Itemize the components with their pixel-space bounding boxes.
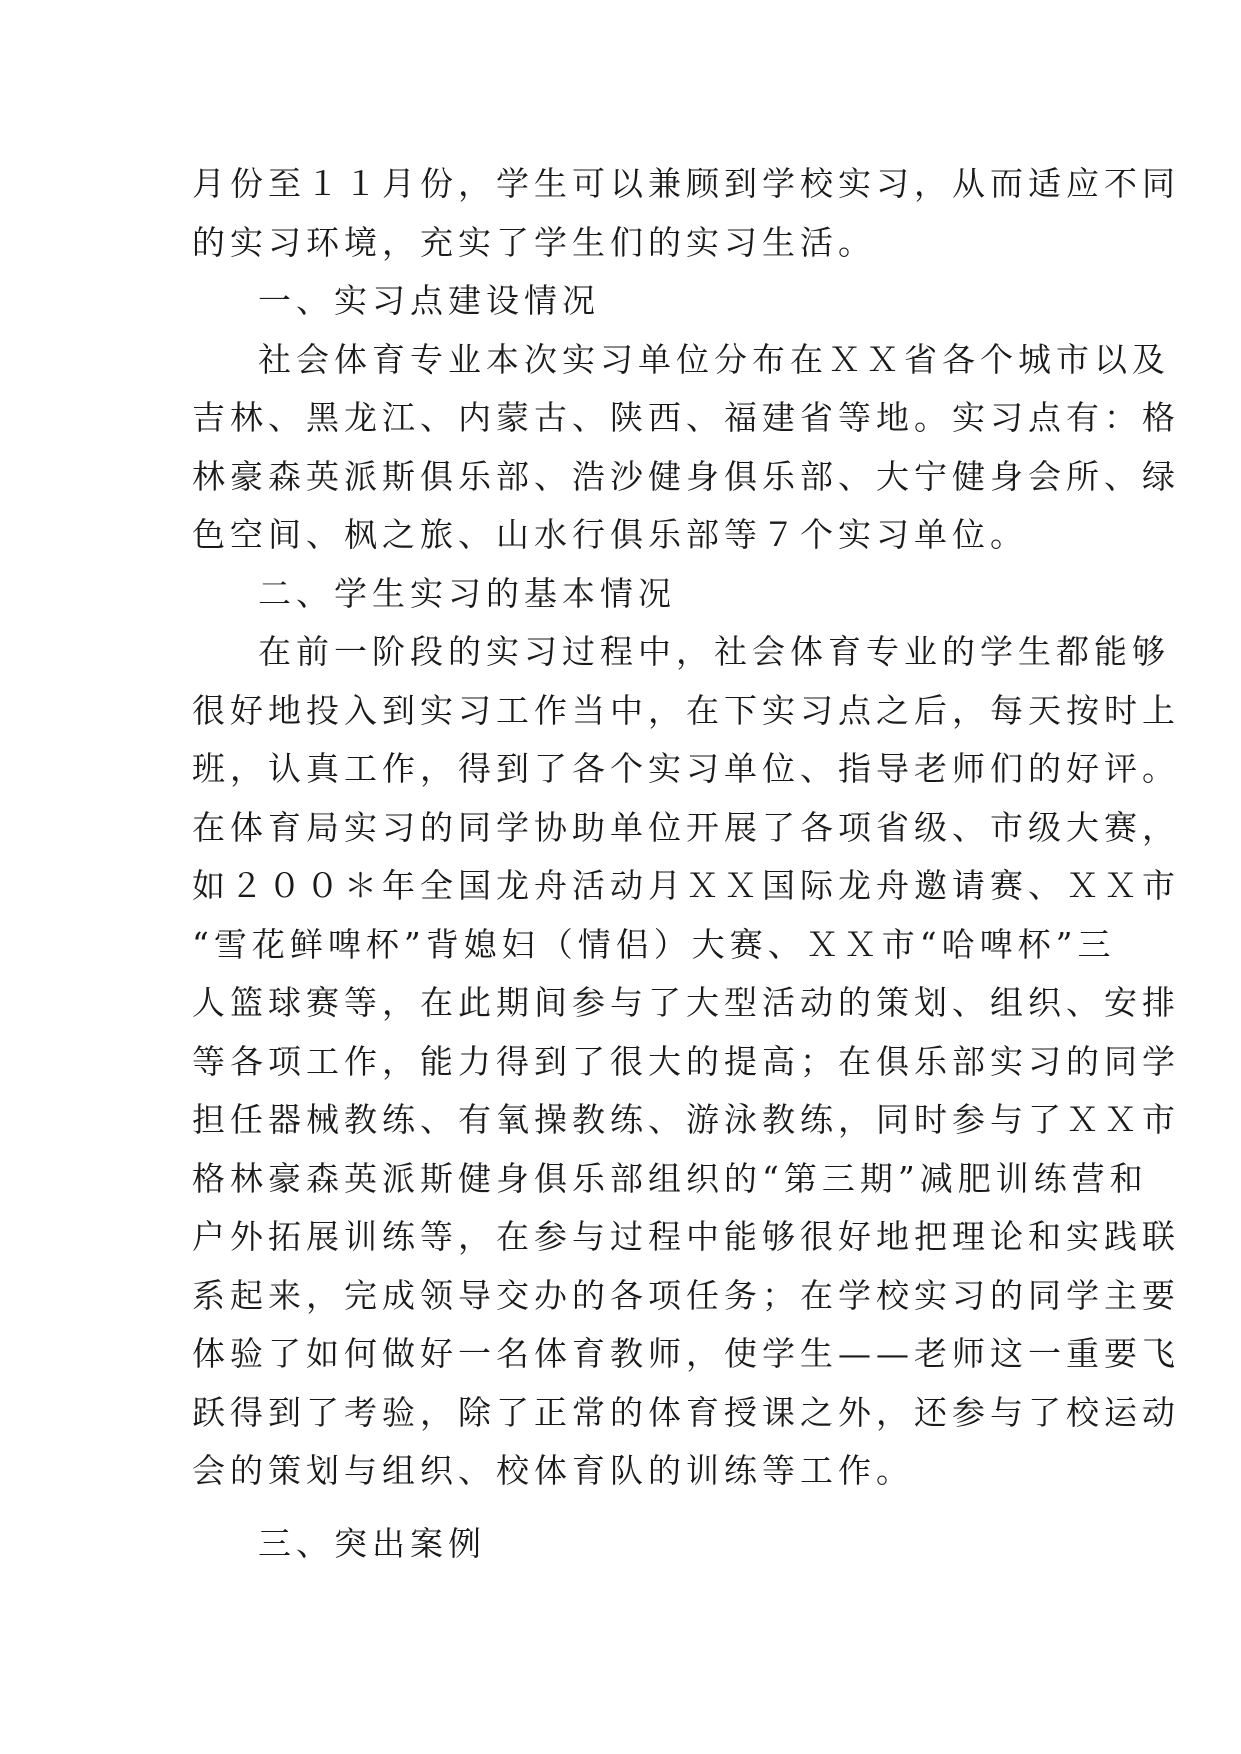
text-line: 跃得到了考验，除了正常的体育授课之外，还参与了校运动 (192, 1392, 1180, 1432)
text-line: 体验了如何做好一名体育教师，使学生——老师这一重要飞 (192, 1334, 1180, 1373)
text-line: 户外拓展训练等，在参与过程中能够很好地把理论和实践联 (192, 1217, 1180, 1256)
text-line: 林豪森英派斯俱乐部、浩沙健身俱乐部、大宁健身会所、绿 (192, 456, 1180, 496)
section-heading-2: 二、学生实习的基本情况 (258, 573, 676, 613)
text-line: 在体育局实习的同学协助单位开展了各项省级、市级大赛， (192, 807, 1180, 847)
text-line: 在前一阶段的实习过程中，社会体育专业的学生都能够 (258, 632, 1170, 671)
text-line: 月份至１１月份，学生可以兼顾到学校实习，从而适应不同 (192, 164, 1180, 203)
text-line: 色空间、枫之旅、山水行俱乐部等７个实习单位。 (192, 515, 1028, 554)
text-line: 如２００＊年全国龙舟活动月ＸＸ国际龙舟邀请赛、ＸＸ市 (192, 866, 1180, 905)
text-line: 系起来，完成领导交办的各项任务；在学校实习的同学主要 (192, 1275, 1180, 1315)
text-line: 很好地投入到实习工作当中，在下实习点之后，每天按时上 (192, 690, 1180, 730)
text-line: 的实习环境，充实了学生们的实习生活。 (192, 222, 876, 262)
text-line: 人篮球赛等，在此期间参与了大型活动的策划、组织、安排 (192, 983, 1180, 1022)
text-line: 担任器械教练、有氧操教练、游泳教练，同时参与了ＸＸ市 (192, 1100, 1180, 1139)
text-line: 会的策划与组织、校体育队的训练等工作。 (192, 1451, 914, 1490)
section-heading-3: 三、突出案例 (258, 1523, 486, 1563)
paragraph-spacer (192, 1501, 1052, 1515)
text-line: 社会体育专业本次实习单位分布在ＸＸ省各个城市以及 (258, 339, 1170, 379)
text-line: 吉林、黑龙江、内蒙古、陕西、福建省等地。实习点有：格 (192, 398, 1180, 437)
document-body (192, 155, 1180, 1573)
section-heading-1: 一、实习点建设情况 (258, 281, 600, 320)
text-line: 格林豪森英派斯健身俱乐部组织的“第三期”减肥训练营和 (192, 1158, 1148, 1198)
text-line: “雪花鲜啤杯”背媳妇（情侣）大赛、ＸＸ市“哈啤杯”三 (192, 924, 1116, 964)
text-line: 班，认真工作，得到了各个实习单位、指导老师们的好评。 (192, 749, 1180, 788)
text-line: 等各项工作，能力得到了很大的提高；在俱乐部实习的同学 (192, 1041, 1180, 1081)
